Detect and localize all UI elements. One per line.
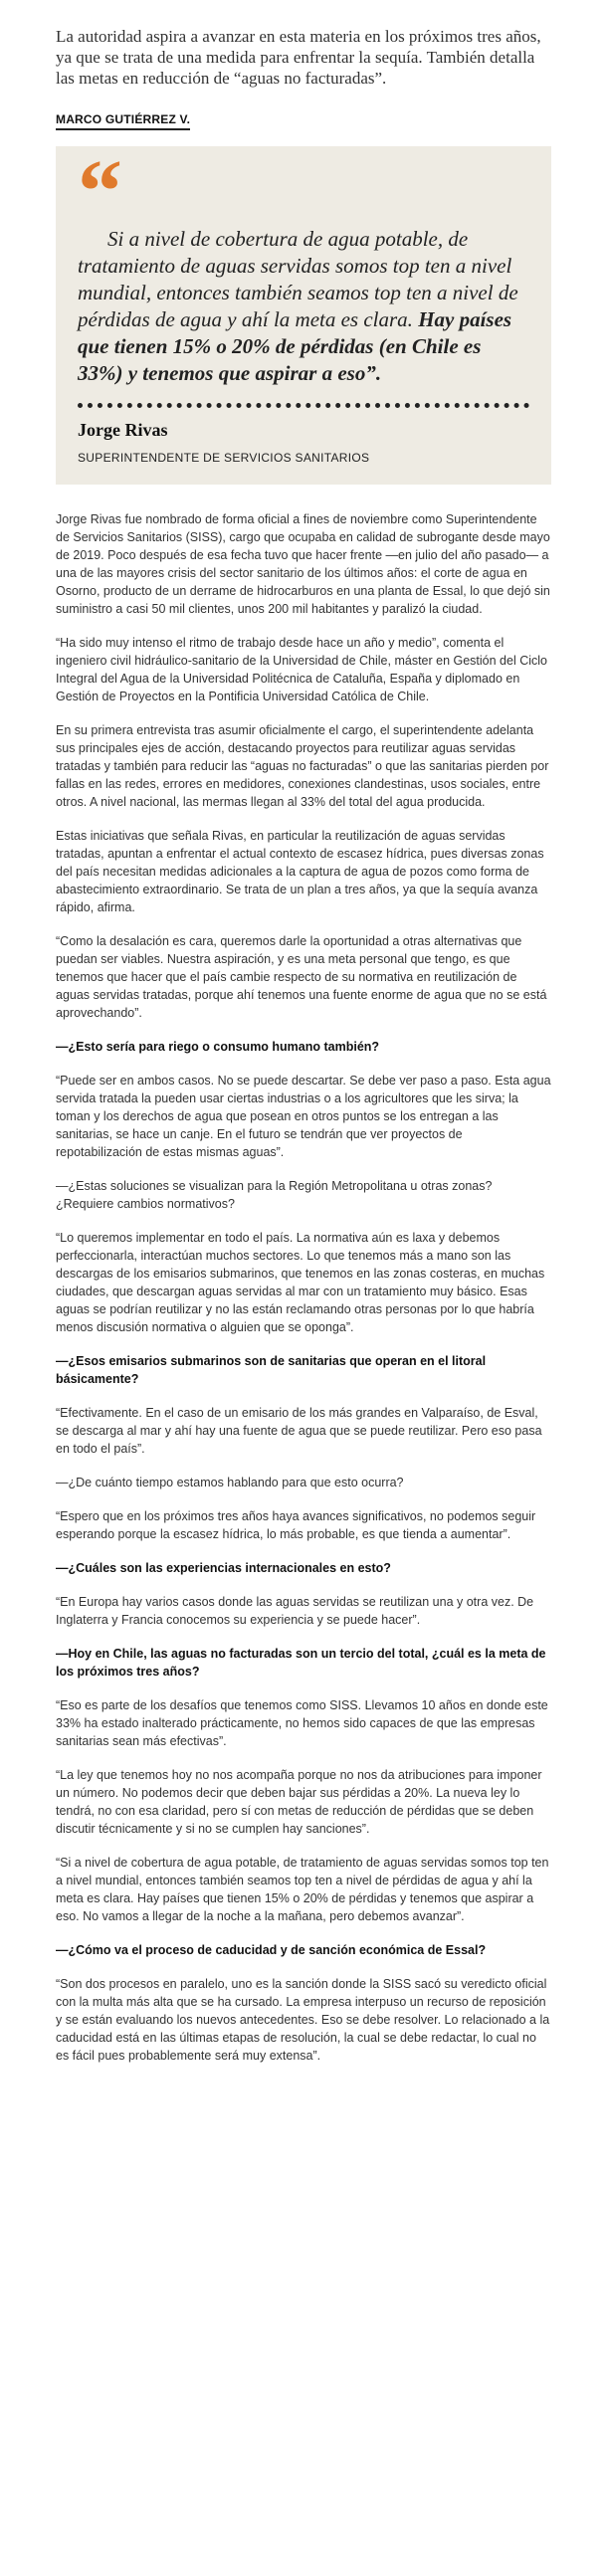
article-paragraph: “Son dos procesos en paralelo, uno es la sanción donde la SISS sacó su veredicto oficial con la multa más alta que se ha cursado. La empresa interpuso un recurso de reposición y se están evaluando los nuevos antecedentes. Eso se debe resolver. Lo relacionado a la caducidad está en las últimas etapas de resolución, la cual se debe redactar, lo cual no es fácil pues probablemente será muy extensa”. [56,1977,550,2063]
quote-author-name: Jorge Rivas [78,420,168,440]
article-paragraph: “Eso es parte de los desafíos que tenemos como SISS. Llevamos 10 años en donde este 33% ha estado inalterado prácticamente, no hemos sido capaces de que las empresas sanitarias sean más efectivas”. [56,1698,548,1748]
article-paragraph: “Espero que en los próximos tres años haya avances significativos, no podemos seguir esperando porque la escasez hídrica, lo más probable, es que tienda a aumentar”. [56,1509,536,1541]
author-byline: MARCO GUTIÉRREZ V. [56,112,190,130]
article-paragraph: “Efectivamente. En el caso de un emisario de los más grandes en Valparaíso, de Esval, se descarga al mar y ahí hay una fuente de agua que se puede reutilizar. Pero eso pasa en todo el país”. [56,1406,542,1456]
article-paragraph: —¿Estas soluciones se visualizan para la Región Metropolitana u otras zonas? ¿Requiere cambios normativos? [56,1179,493,1211]
article-paragraph: “Lo queremos implementar en todo el país. La normativa aún es laxa y debemos perfeccionarla, interactúan muchos sectores. Lo que tenemos más a mano son las descargas de los emisarios submarinos, que tenemos en las zonas costeras, en muchas ciudades, que descargan aguas servidas al mar con un tratamiento muy básico. Esas aguas se podrían reutilizar y no las están reclamando otras personas por lo que habría menos discusión normativa o alguien que se oponga”. [56,1231,545,1334]
article-lead: La autoridad aspira a avanzar en esta materia en los próximos tres años, ya que se trata de una medida para enfrentar la sequía. También detalla las metas en reducción de “aguas no facturadas”. [56,27,541,88]
article-body [56,510,551,2065]
article-paragraph: En su primera entrevista tras asumir oficialmente el cargo, el superintendente adelanta sus principales ejes de acción, destacando proyectos para reutilizar aguas servidas tratadas y también para reducir las “aguas no facturadas” o que las sanitarias pierden por fallas en las redes, errores en medidores, conexiones clandestinas, usos sociales, entre otros. A nivel nacional, las mermas llegan al 33% del total del agua producida. [56,723,549,809]
article-paragraph: “Como la desalación es cara, queremos darle la oportunidad a otras alternativas que puedan ser viables. Nuestra aspiración, y es una meta personal que tengo, es que tenemos que hacer que el país cambie respecto de su normativa en reutilización de aguas servidas tratadas, porque ahí tenemos una fuente enorme de agua que no se está aprovechando”. [56,934,547,1020]
interview-question: —¿Cómo va el proceso de caducidad y de sanción económica de Essal? [56,1943,487,1957]
article-paragraph: “Ha sido muy intenso el ritmo de trabajo desde hace un año y medio”, comenta el ingeniero civil hidráulico-sanitario de la Universidad de Chile, máster en Gestión del Ciclo Integral del Agua de la Universidad Politécnica de Cataluña, España y diplomado en Gestión de Proyectos en la Pontificia Universidad Católica de Chile. [56,636,547,703]
pull-quote-plain: Si a nivel de cobertura de agua potable, de tratamiento de aguas servidas somos top ten a nivel mundial, entonces también seamos top ten a nivel de pérdidas de agua y ahí la meta es clara. [78,227,518,331]
pull-quote-text [78,226,529,387]
interview-question: —Hoy en Chile, las aguas no facturadas son un tercio del total, ¿cuál es la meta de los próximos tres años? [56,1647,546,1679]
interview-question: —¿Cuáles son las experiencias internacionales en esto? [56,1561,391,1575]
article-paragraph: “Si a nivel de cobertura de agua potable, de tratamiento de aguas servidas somos top ten a nivel mundial, entonces también seamos top ten a nivel de pérdidas de agua y ahí la meta es clara. Hay países que tienen 15% o 20% de pérdidas y tenemos que aspirar a eso. No vamos a llegar de la noche a la mañana, pero debemos avanzar”. [56,1856,549,1923]
article-paragraph: Estas iniciativas que señala Rivas, en particular la reutilización de aguas servidas tratadas, apuntan a enfrentar el actual contexto de escasez hídrica, pues diversas zonas del país necesitan medidas adicionales a la captura de agua de pozos como forma de abastecimiento extraordinario. Se trata de un plan a tres años, ya que la sequía avanza rápido, afirma. [56,829,544,914]
article-paragraph: —¿De cuánto tiempo estamos hablando para que esto ocurra? [56,1476,404,1489]
article-paragraph: “En Europa hay varios casos donde las aguas servidas se reutilizan una y otra vez. De Inglaterra y Francia conocemos su experiencia y se puede hacer”. [56,1595,534,1627]
interview-question: —¿Esos emisarios submarinos son de sanitarias que operan en el litoral básicamente? [56,1354,487,1386]
quote-mark-icon: “ [78,142,122,241]
pull-quote-bold: Hay países que tienen 15% o 20% de pérdidas (en Chile es 33%) y tenemos que aspirar a eso”. [78,307,512,385]
interview-question: —¿Esto sería para riego o consumo humano también? [56,1040,380,1054]
article-paragraph: Jorge Rivas fue nombrado de forma oficial a fines de noviembre como Superintendente de Servicios Sanitarios (SISS), cargo que ocupaba en calidad de subrogante desde mayo de 2019. Poco después de esa fecha tuvo que hacer frente —en julio del año pasado— a una de las mayores crisis del sector sanitario de los últimos años: el corte de agua en Osorno, producto de un derrame de hidrocarburos en una planta de Essal, lo que dejó sin suministro a casi 50 mil clientes, unos 200 mil habitantes y paralizó la ciudad. [56,512,550,616]
article-paragraph: “Puede ser en ambos casos. No se puede descartar. Se debe ver paso a paso. Esta agua servida tratada la pueden usar ciertas industrias o a los agricultores que les sirva; la toman y los derechos de agua que posean en otros puntos se los entregan a las sanitarias, se hace un canje. En el futuro se tendrán que ver proyectos de repotabilización de estas mismas aguas”. [56,1074,551,1159]
article-paragraph: “La ley que tenemos hoy no nos acompaña porque no nos da atribuciones para imponer un número. No podemos decir que deben bajar sus pérdidas a 20%. La nueva ley lo tendrá, no con esa claridad, pero sí con metas de reducción de pérdidas que se deben discutir técnicamente y si no se cumplen hay sanciones”. [56,1768,542,1836]
dotted-divider [78,403,529,408]
pull-quote-box [56,142,551,485]
quote-author-role: SUPERINTENDENTE DE SERVICIOS SANITARIOS [78,451,370,465]
